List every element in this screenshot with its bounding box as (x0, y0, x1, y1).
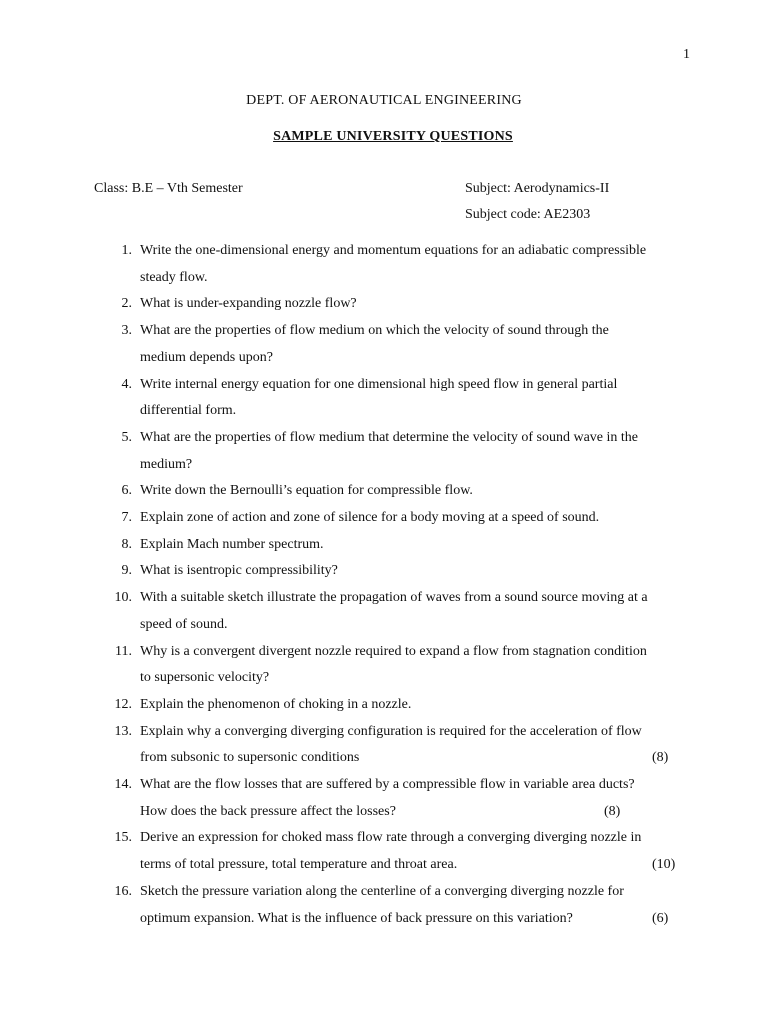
question-text-line: differential form. (140, 403, 237, 419)
question-number: 6. (121, 483, 132, 499)
question-text-line: What is under-expanding nozzle flow? (140, 296, 357, 312)
question-number: 13. (114, 723, 132, 739)
question-text-line: What are the properties of flow medium that determine the velocity of sound wave in the (140, 429, 639, 445)
class-label: Class: B.E – Vth Semester (94, 181, 243, 196)
question-item (106, 238, 706, 291)
question-text-line: medium depends upon? (140, 349, 273, 365)
subject-label: Subject: Aerodynamics-II (465, 181, 610, 196)
question-item (106, 532, 706, 559)
question-text-line: steady flow. (140, 269, 208, 285)
page-number: 1 (683, 47, 690, 62)
question-text-line: Explain zone of action and zone of silence for a body moving at a speed of sound. (140, 510, 600, 526)
question-item (106, 372, 706, 425)
question-number: 4. (121, 376, 132, 392)
question-text-line: Why is a convergent divergent nozzle required to expand a flow from stagnation condition (140, 643, 647, 659)
question-number: 2. (121, 296, 132, 312)
question-item (106, 879, 706, 932)
question-text-line: speed of sound. (140, 616, 228, 632)
question-text-line: Sketch the pressure variation along the centerline of a converging diverging nozzle for (140, 883, 624, 899)
question-item (106, 825, 706, 878)
question-text-line: What is isentropic compressibility? (140, 563, 338, 579)
question-text-line: How does the back pressure affect the losses? (140, 803, 396, 819)
question-number: 7. (121, 510, 132, 526)
question-number: 10. (114, 590, 132, 606)
question-marks: (10) (652, 857, 676, 873)
question-number: 14. (114, 777, 132, 793)
question-text-line: Write internal energy equation for one dimensional high speed flow in general partial (140, 376, 618, 392)
question-text-line: Explain Mach number spectrum. (140, 536, 324, 552)
question-item (106, 719, 706, 772)
question-marks: (6) (652, 910, 669, 926)
question-number: 9. (121, 563, 132, 579)
question-item (106, 291, 706, 318)
question-item (106, 558, 706, 585)
question-text-line: terms of total pressure, total temperature and throat area. (140, 857, 458, 873)
question-number: 3. (121, 323, 132, 339)
question-number: 5. (121, 429, 132, 445)
question-item (106, 639, 706, 692)
question-item (106, 425, 706, 478)
question-text-line: Derive an expression for choked mass flow rate through a converging diverging nozzle in (140, 830, 642, 846)
question-text-line: Write the one-dimensional energy and momentum equations for an adiabatic compressible (140, 243, 647, 258)
question-marks: (8) (604, 803, 621, 819)
question-item (106, 692, 706, 719)
document-title: SAMPLE UNIVERSITY QUESTIONS (273, 129, 513, 144)
question-item (106, 772, 706, 825)
question-item (106, 585, 706, 638)
question-text-line: With a suitable sketch illustrate the propagation of waves from a sound source moving at a (140, 590, 648, 606)
question-text-line: Explain why a converging diverging configuration is required for the acceleration of flow (140, 723, 642, 739)
question-text-line: optimum expansion. What is the influence of back pressure on this variation? (140, 910, 573, 926)
question-text-line: from subsonic to supersonic conditions (140, 750, 360, 766)
question-text-line: to supersonic velocity? (140, 670, 270, 686)
question-number: 12. (114, 696, 132, 712)
question-number: 1. (121, 243, 132, 258)
question-item (106, 478, 706, 505)
question-text-line: What are the properties of flow medium on which the velocity of sound through the (140, 323, 609, 339)
question-text-line: Explain the phenomenon of choking in a nozzle. (140, 696, 412, 712)
question-item (106, 318, 706, 371)
question-item (106, 505, 706, 532)
question-list (106, 238, 706, 932)
question-text-line: medium? (140, 456, 193, 472)
department-heading: DEPT. OF AERONAUTICAL ENGINEERING (246, 93, 522, 108)
subject-code-label: Subject code: AE2303 (465, 207, 591, 222)
question-text-line: What are the flow losses that are suffered by a compressible flow in variable area ducts? (140, 777, 635, 793)
question-number: 11. (115, 643, 132, 659)
question-text-line: Write down the Bernoulli’s equation for compressible flow. (140, 483, 473, 499)
question-marks: (8) (652, 750, 669, 766)
question-number: 15. (114, 830, 132, 846)
question-number: 16. (114, 883, 132, 899)
question-number: 8. (121, 536, 132, 552)
